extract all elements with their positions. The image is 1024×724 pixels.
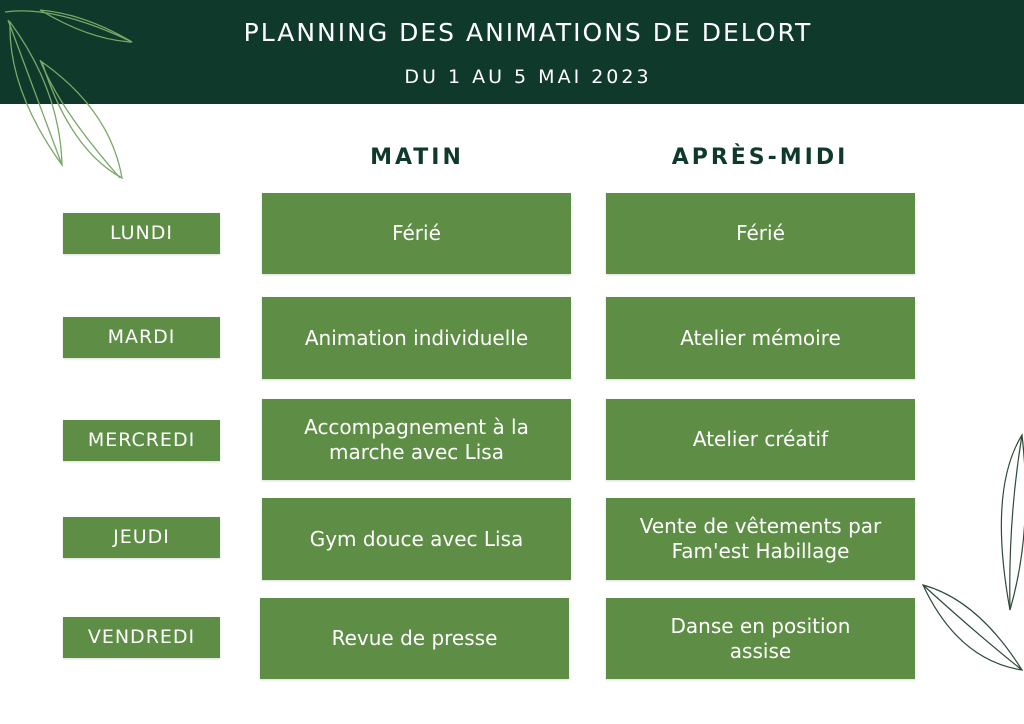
cell-vendredi-morning: Revue de presse [260,598,569,679]
cell-mercredi-afternoon: Atelier créatif [606,399,915,480]
cell-vendredi-afternoon: Danse en position assise [606,598,915,679]
cell-jeudi-morning: Gym douce avec Lisa [262,498,571,580]
column-header-afternoon: APRÈS-MIDI [671,145,849,170]
day-label-mardi: MARDI [63,317,220,358]
cell-mercredi-morning: Accompagnement à la marche avec Lisa [262,399,571,480]
column-header-morning: MATIN [370,145,464,170]
leaf-decoration-top-left-icon [0,0,140,185]
day-label-vendredi: VENDREDI [63,617,220,658]
page-subtitle: DU 1 AU 5 MAI 2023 [404,66,652,88]
cell-jeudi-afternoon: Vente de vêtements par Fam'est Habillage [606,498,915,580]
day-label-lundi: LUNDI [63,213,220,254]
leaf-decoration-bottom-right-icon [918,430,1024,720]
day-label-mercredi: MERCREDI [63,420,220,461]
cell-mardi-afternoon: Atelier mémoire [606,297,915,379]
cell-mardi-morning: Animation individuelle [262,297,571,379]
cell-lundi-morning: Férié [262,193,571,274]
page-title: PLANNING DES ANIMATIONS DE DELORT [243,18,813,47]
header-banner [0,0,1024,104]
cell-lundi-afternoon: Férié [606,193,915,274]
day-label-jeudi: JEUDI [63,517,220,558]
